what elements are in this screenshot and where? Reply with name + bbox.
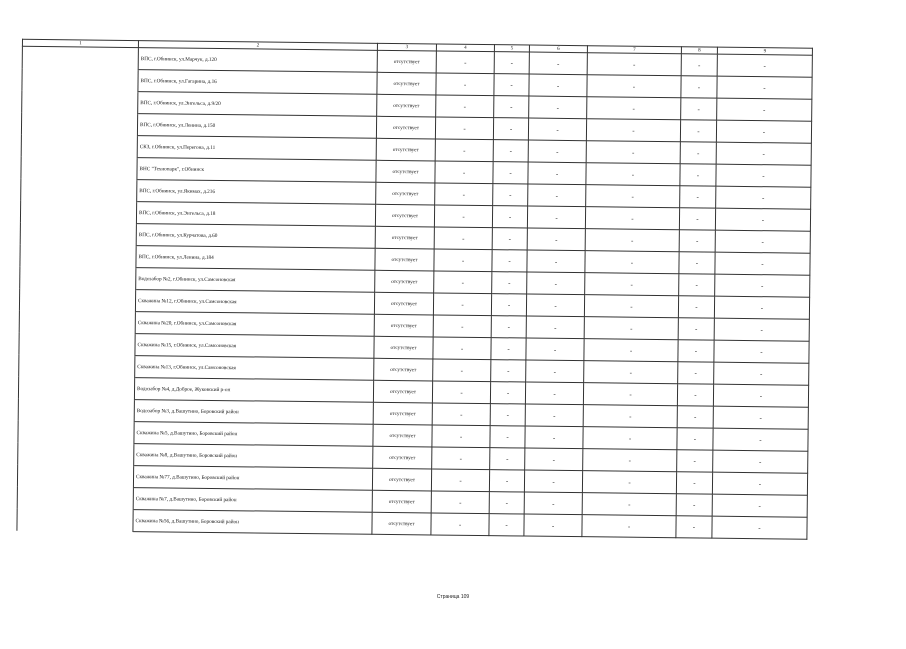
value-cell: - <box>676 494 712 516</box>
facility-name-cell: Скважина №56, д.Вашутино, Боровский район <box>133 510 372 535</box>
value-cell: - <box>435 117 493 140</box>
value-cell: - <box>525 448 583 471</box>
value-cell: - <box>493 184 528 206</box>
value-cell: - <box>491 338 526 360</box>
value-cell: - <box>434 205 492 228</box>
value-cell: - <box>583 427 677 450</box>
value-cell: - <box>678 318 714 340</box>
value-cell: - <box>712 472 807 495</box>
value-cell: - <box>676 516 712 538</box>
value-cell: - <box>586 119 680 142</box>
value-cell: - <box>681 54 717 76</box>
facility-name-cell: Скважина №77, д.Вашутино, Боровский район <box>133 466 372 491</box>
value-cell: - <box>526 338 584 361</box>
value-cell: - <box>527 206 585 229</box>
row-blank-cell <box>20 266 136 289</box>
value-cell: - <box>492 250 527 272</box>
value-cell: - <box>434 249 492 272</box>
value-cell: - <box>493 118 528 140</box>
value-cell: - <box>490 382 525 404</box>
value-cell: - <box>678 296 714 318</box>
value-cell: - <box>715 274 810 297</box>
value-cell: - <box>436 73 494 96</box>
row-blank-cell <box>21 112 137 135</box>
value-cell: - <box>489 514 524 536</box>
facility-name-cell: Скважина №20, г.Обнинск, ул.Самсоновская <box>135 312 374 337</box>
value-cell: - <box>584 317 678 340</box>
value-cell: - <box>677 406 713 428</box>
row-blank-cell <box>19 310 135 333</box>
value-cell: - <box>436 51 494 74</box>
value-cell: - <box>432 447 490 470</box>
value-cell: - <box>491 316 526 338</box>
status-cell: отсутствует <box>373 446 432 469</box>
column-header: 8 <box>681 47 717 54</box>
value-cell: - <box>492 228 527 250</box>
row-blank-cell <box>18 442 134 465</box>
value-cell: - <box>586 141 680 164</box>
status-cell: отсутствует <box>372 490 431 513</box>
value-cell: - <box>490 426 525 448</box>
value-cell: - <box>716 120 811 143</box>
value-cell: - <box>431 469 489 492</box>
row-blank-cell <box>22 46 138 69</box>
value-cell: - <box>492 272 527 294</box>
value-cell: - <box>680 142 716 164</box>
value-cell: - <box>528 162 586 185</box>
facility-name-cell: ВПС, г.Обнинск, ул.Энгельса, д.9/20 <box>138 92 377 117</box>
row-blank-cell <box>19 354 135 377</box>
value-cell: - <box>587 75 681 98</box>
value-cell: - <box>582 515 676 538</box>
status-cell: отсутствует <box>375 204 434 227</box>
value-cell: - <box>582 471 676 494</box>
status-cell: отсутствует <box>374 358 433 381</box>
value-cell: - <box>435 183 493 206</box>
value-cell: - <box>712 516 807 539</box>
value-cell: - <box>527 228 585 251</box>
value-cell: - <box>528 184 586 207</box>
row-blank-cell <box>21 178 137 201</box>
value-cell: - <box>494 52 529 74</box>
status-cell: отсутствует <box>374 314 433 337</box>
value-cell: - <box>714 296 809 319</box>
column-header: 5 <box>494 45 529 52</box>
status-cell: отсутствует <box>376 182 435 205</box>
value-cell: - <box>582 493 676 516</box>
value-cell: - <box>715 252 810 275</box>
column-header: 2 <box>138 41 377 51</box>
value-cell: - <box>677 384 713 406</box>
value-cell: - <box>681 98 717 120</box>
status-cell: отсутствует <box>375 226 434 249</box>
value-cell: - <box>525 404 583 427</box>
column-header: 6 <box>529 45 587 53</box>
value-cell: - <box>678 362 714 384</box>
value-cell: - <box>529 74 587 97</box>
value-cell: - <box>583 405 677 428</box>
value-cell: - <box>680 120 716 142</box>
value-cell: - <box>492 206 527 228</box>
value-cell: - <box>586 163 680 186</box>
facility-name-cell: Водозабор №2, г.Обнинск, ул.Самсоновская <box>136 268 375 293</box>
value-cell: - <box>526 360 584 383</box>
value-cell: - <box>432 403 490 426</box>
status-cell: отсутствует <box>376 160 435 183</box>
value-cell: - <box>585 251 679 274</box>
value-cell: - <box>431 513 489 536</box>
status-cell: отсутствует <box>375 248 434 271</box>
facility-name-cell: ВПС, г.Обнинск, ул.Курчатова, д.60 <box>136 224 375 249</box>
status-cell: отсутствует <box>376 116 435 139</box>
column-header: 3 <box>377 43 436 51</box>
facility-name-cell: ВПС, г.Обнинск, ул.Якимах, д.216 <box>137 180 376 205</box>
value-cell: - <box>490 404 525 426</box>
value-cell: - <box>433 293 491 316</box>
value-cell: - <box>493 162 528 184</box>
value-cell: - <box>529 96 587 119</box>
value-cell: - <box>436 95 494 118</box>
status-cell: отсутствует <box>374 336 433 359</box>
column-header: 7 <box>587 46 681 54</box>
row-blank-cell <box>18 376 134 399</box>
facility-name-cell: Скважина №15, г.Обнинск, ул.Самсоновская <box>135 334 374 359</box>
status-cell: отсутствует <box>372 468 431 491</box>
value-cell: - <box>583 383 677 406</box>
value-cell: - <box>680 164 716 186</box>
value-cell: - <box>681 76 717 98</box>
row-blank-cell <box>22 68 138 91</box>
value-cell: - <box>526 294 584 317</box>
row-blank-cell <box>17 486 133 509</box>
value-cell: - <box>525 382 583 405</box>
facility-name-cell: Водозабор №3, д.Вашутино, Боровский район <box>134 400 373 425</box>
value-cell: - <box>676 472 712 494</box>
value-cell: - <box>679 230 715 252</box>
value-cell: - <box>677 428 713 450</box>
value-cell: - <box>585 273 679 296</box>
value-cell: - <box>679 274 715 296</box>
facility-name-cell: ВПС, г.Обнинск, ул.Ленина, д.150 <box>137 114 376 139</box>
facility-name-cell: Скважина №5, д.Вашутино, Боровский район <box>134 422 373 447</box>
value-cell: - <box>584 361 678 384</box>
value-cell: - <box>491 294 526 316</box>
value-cell: - <box>714 340 809 363</box>
value-cell: - <box>527 272 585 295</box>
row-blank-cell <box>18 398 134 421</box>
value-cell: - <box>433 337 491 360</box>
facility-name-cell: ВПС, г.Обнинск, ул.Энгельса, д.18 <box>136 202 375 227</box>
value-cell: - <box>433 315 491 338</box>
value-cell: - <box>714 362 809 385</box>
value-cell: - <box>434 227 492 250</box>
value-cell: - <box>493 140 528 162</box>
status-cell: отсутствует <box>377 72 436 95</box>
status-cell: отсутствует <box>373 424 432 447</box>
row-blank-cell <box>20 244 136 267</box>
value-cell: - <box>584 295 678 318</box>
row-blank-cell <box>21 134 137 157</box>
column-header: 9 <box>717 47 812 55</box>
value-cell: - <box>585 229 679 252</box>
value-cell: - <box>431 491 489 514</box>
facility-name-cell: Скважина №12, г.Обнинск, ул.Самсоновская <box>135 290 374 315</box>
value-cell: - <box>432 425 490 448</box>
value-cell: - <box>526 316 584 339</box>
value-cell: - <box>583 449 677 472</box>
row-blank-cell <box>17 464 133 487</box>
value-cell: - <box>524 514 582 537</box>
row-blank-cell <box>21 156 137 179</box>
value-cell: - <box>679 252 715 274</box>
status-cell: отсутствует <box>376 138 435 161</box>
row-blank-cell <box>17 508 133 531</box>
status-cell: отсутствует <box>372 512 431 535</box>
value-cell: - <box>716 186 811 209</box>
facility-name-cell: Скважина №8, д.Вашутино, Боровский район <box>134 444 373 469</box>
status-cell: отсутствует <box>373 380 432 403</box>
value-cell: - <box>716 164 811 187</box>
value-cell: - <box>680 186 716 208</box>
value-cell: - <box>584 339 678 362</box>
value-cell: - <box>717 76 812 99</box>
row-blank-cell <box>20 200 136 223</box>
status-cell: отсутствует <box>374 292 433 315</box>
value-cell: - <box>494 96 529 118</box>
column-header: 1 <box>22 39 138 47</box>
value-cell: - <box>489 492 524 514</box>
value-cell: - <box>715 230 810 253</box>
status-cell: отсутствует <box>377 50 436 73</box>
value-cell: - <box>527 250 585 273</box>
facility-name-cell: ВНС "Технопарк", г.Обнинск <box>137 158 376 183</box>
value-cell: - <box>586 185 680 208</box>
value-cell: - <box>713 428 808 451</box>
page-number: Страница 109 <box>436 594 470 600</box>
status-cell: отсутствует <box>375 270 434 293</box>
value-cell: - <box>587 53 681 76</box>
row-blank-cell <box>22 90 138 113</box>
value-cell: - <box>713 406 808 429</box>
row-blank-cell <box>18 420 134 443</box>
value-cell: - <box>678 340 714 362</box>
facility-name-cell: ВПС, г.Обнинск, ул.Марчук, д.120 <box>138 48 377 73</box>
value-cell: - <box>489 470 524 492</box>
column-header: 4 <box>436 44 494 52</box>
facility-name-cell: ВПС, г.Обнинск, ул.Ленина, д.184 <box>136 246 375 271</box>
value-cell: - <box>715 208 810 231</box>
value-cell: - <box>433 359 491 382</box>
status-cell: отсутствует <box>377 94 436 117</box>
value-cell: - <box>528 118 586 141</box>
value-cell: - <box>435 139 493 162</box>
value-cell: - <box>587 97 681 120</box>
facilities-table <box>16 39 813 540</box>
facility-name-cell: Скважина №13, г.Обнинск, ул.Самсоновская <box>135 356 374 381</box>
row-blank-cell <box>19 288 135 311</box>
facility-name-cell: ВПС, г.Обнинск, ул.Гагарина, д.16 <box>138 70 377 95</box>
facility-name-cell: Скважина №7, д.Вашутино, Боровский район <box>133 488 372 513</box>
value-cell: - <box>432 381 490 404</box>
value-cell: - <box>528 140 586 163</box>
value-cell: - <box>490 448 525 470</box>
value-cell: - <box>677 450 713 472</box>
value-cell: - <box>714 318 809 341</box>
value-cell: - <box>435 161 493 184</box>
value-cell: - <box>524 470 582 493</box>
value-cell: - <box>434 271 492 294</box>
value-cell: - <box>717 98 812 121</box>
value-cell: - <box>713 384 808 407</box>
row-blank-cell <box>20 222 136 245</box>
table-body <box>17 46 812 539</box>
status-cell: отсутствует <box>373 402 432 425</box>
value-cell: - <box>713 450 808 473</box>
value-cell: - <box>529 52 587 75</box>
value-cell: - <box>585 207 679 230</box>
facility-name-cell: СКЗ, г.Обнинск, ул.Перегона, д.11 <box>137 136 376 161</box>
facility-name-cell: Водозабор №4, д.Доброе, Жуковский р-он <box>134 378 373 403</box>
value-cell: - <box>525 426 583 449</box>
value-cell: - <box>494 74 529 96</box>
row-blank-cell <box>19 332 135 355</box>
value-cell: - <box>717 54 812 77</box>
value-cell: - <box>716 142 811 165</box>
value-cell: - <box>679 208 715 230</box>
value-cell: - <box>491 360 526 382</box>
value-cell: - <box>524 492 582 515</box>
value-cell: - <box>712 494 807 517</box>
